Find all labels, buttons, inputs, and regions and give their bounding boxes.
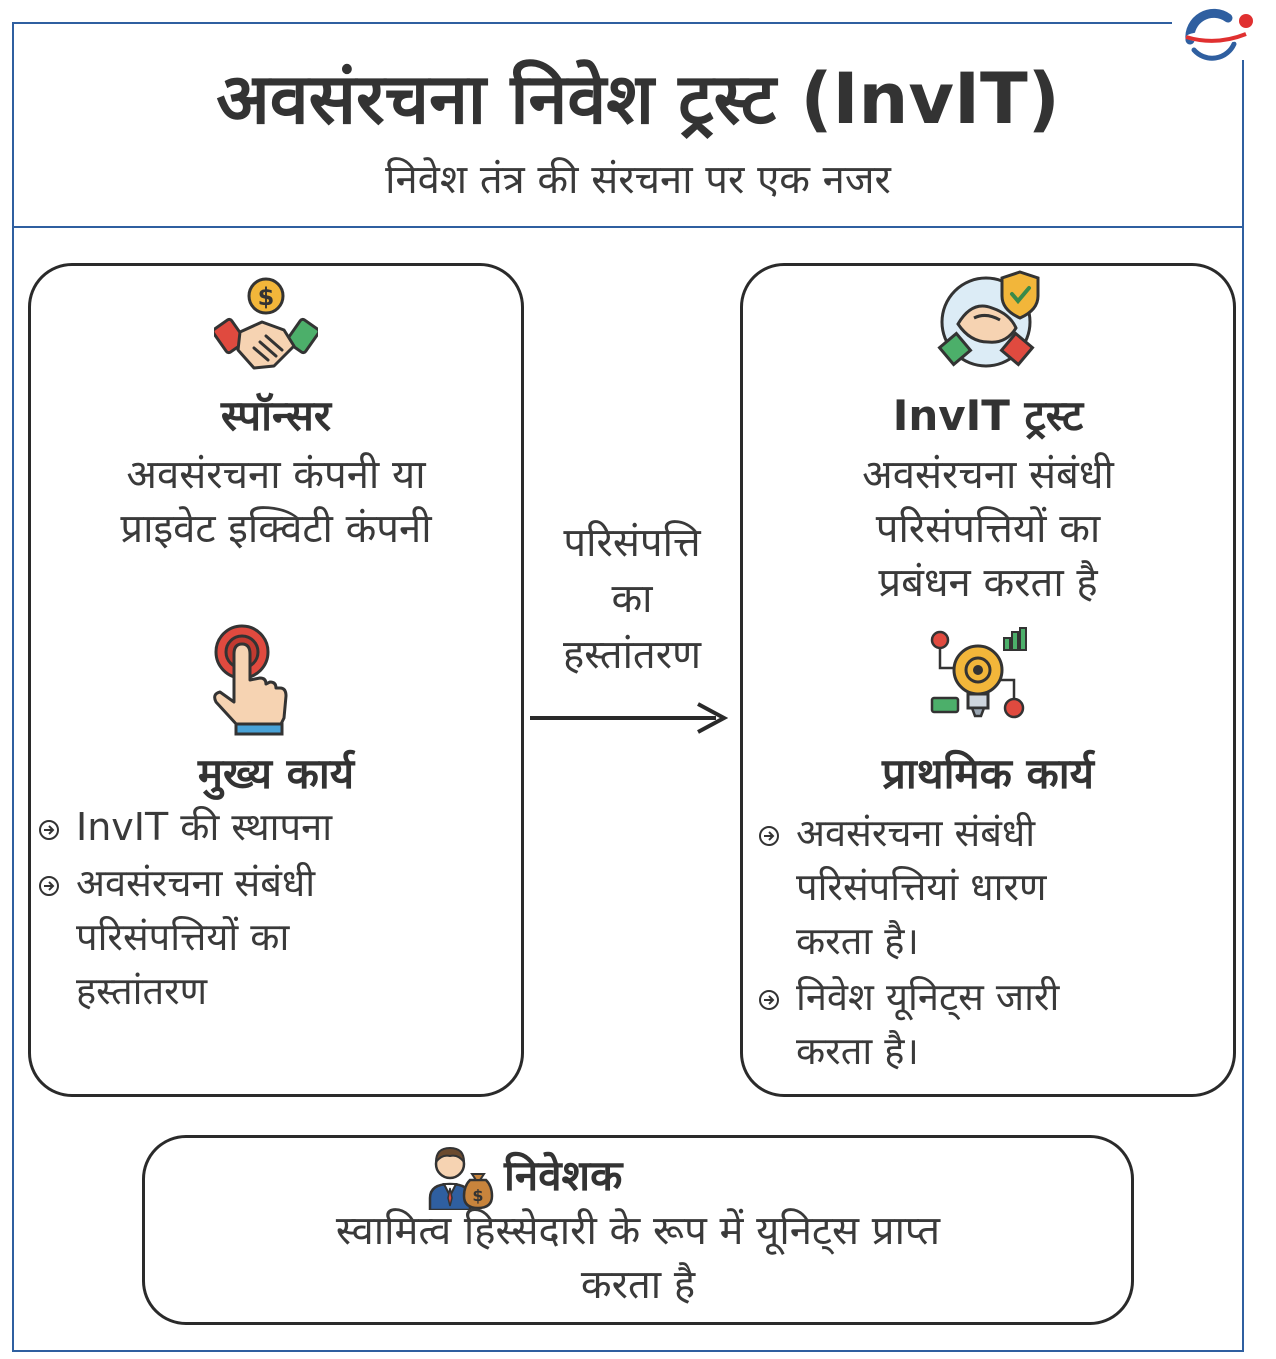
list-item-text: अवसंरचना संबंधी (796, 811, 1036, 855)
list-item (36, 856, 516, 1018)
frame-top-line (12, 22, 1172, 24)
arrow-circle-icon (38, 819, 60, 841)
right-arrow-icon (528, 700, 728, 736)
invit-trust-description-line: अवसंरचना संबंधी (862, 452, 1114, 498)
list-item (756, 806, 1226, 968)
arrow-circle-icon (38, 875, 60, 897)
sponsor-description (28, 448, 524, 556)
svg-text:$: $ (257, 283, 275, 311)
arrow-circle-icon (758, 989, 780, 1011)
asset-transfer-label (526, 515, 738, 683)
invit-trust-description-line: प्रबंधन करता है (878, 560, 1098, 606)
sponsor-description-line: अवसंरचना कंपनी या (126, 452, 426, 498)
invit-trust-description-line: परिसंपत्तियों का (875, 506, 1101, 552)
list-item-text: करता है। (796, 919, 919, 963)
list-item (36, 800, 516, 854)
investor-icon (420, 1140, 496, 1210)
asset-transfer-line: का (611, 576, 653, 622)
sponsor-heading: स्पॉन्सर (220, 391, 332, 440)
frame-bottom-line (12, 1350, 1244, 1352)
list-item-text: InvIT की स्थापना (76, 805, 333, 849)
list-item (756, 970, 1226, 1078)
sponsor-description-line: प्राइवेट इक्विटी कंपनी (120, 506, 432, 552)
list-item-text: अवसंरचना संबंधी (76, 861, 316, 905)
sponsor-functions-heading: मुख्य कार्य (197, 749, 355, 798)
svg-text:$: $ (472, 1186, 484, 1205)
page-title: अवसंरचना निवेश ट्रस्ट (InvIT) (216, 58, 1060, 140)
arrow-circle-icon (758, 825, 780, 847)
list-item-text: निवेश यूनिट्स जारी (796, 975, 1060, 1019)
button-press-icon (204, 622, 294, 740)
handshake-dollar-icon (214, 276, 318, 380)
sponsor-functions-list (36, 800, 516, 1020)
list-item-text: परिसंपत्तियों का (76, 915, 290, 959)
investor-description (142, 1204, 1134, 1312)
investor-heading: निवेशक (504, 1151, 623, 1200)
frame-left-line (12, 22, 14, 1352)
asset-transfer-line: हस्तांतरण (562, 632, 702, 678)
invit-trust-functions-heading: प्राथमिक कार्य (882, 749, 1094, 798)
list-item-text: करता है। (796, 1029, 919, 1073)
invit-trust-description (740, 448, 1236, 610)
list-item-text: हस्तांतरण (76, 969, 208, 1013)
investor-description-line: करता है (580, 1262, 696, 1308)
lightbulb-gear-icon (926, 626, 1030, 726)
header-divider (12, 226, 1244, 228)
page-subtitle: निवेश तंत्र की संरचना पर एक नजर (385, 157, 891, 203)
invit-trust-functions-list (756, 806, 1226, 1080)
frame-right-line (1242, 60, 1244, 1352)
invit-trust-heading: InvIT ट्रस्ट (892, 391, 1084, 440)
secure-partnership-icon (936, 264, 1054, 378)
investor-description-line: स्वामित्व हिस्सेदारी के रूप में यूनिट्स प्राप्त (335, 1208, 941, 1254)
list-item-text: परिसंपत्तियां धारण (796, 865, 1047, 909)
asset-transfer-line: परिसंपत्ति (563, 520, 701, 566)
